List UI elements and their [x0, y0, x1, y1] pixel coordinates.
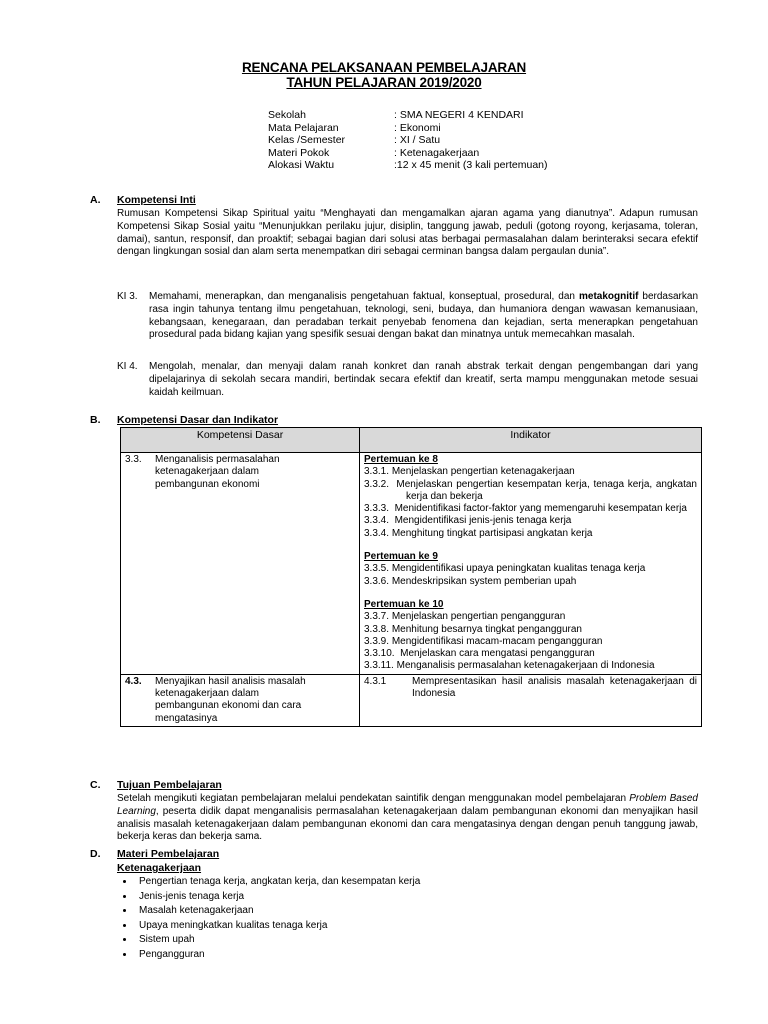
indicator-item: 3.3.11. Menganalisis permasalahan ketenagakerjaan di Indonesia: [364, 660, 655, 672]
indicator-item: 3.3.1. Menjelaskan pengertian ketenagakerjaan: [364, 466, 575, 478]
identity-row: Sekolah : SMA NEGERI 4 KENDARI: [268, 109, 524, 121]
identity-row: Mata Pelajaran : Ekonomi: [268, 121, 441, 134]
indicator-item: 3.3.6. Mendeskripsikan system pemberian upah: [364, 575, 577, 587]
meeting-title: Pertemuan ke 10: [364, 598, 444, 610]
ki3-label: KI 3.: [117, 291, 138, 302]
kd-cell: 4.3. Menyajikan hasil analisis masalah ketenagakerjaan dalam pembangunan ekonomi dan cara mengatasinya: [121, 674, 360, 726]
indicator-item: 3.3.7. Menjelaskan pengertian pengangguran: [364, 611, 566, 623]
column-header-indicator: Indikator: [360, 428, 702, 453]
ki3-paragraph: KI 3. Memahami, menerapkan, dan menganalisis pengetahuan faktual, konseptual, prosedural, dan metakognitif berdasarkan rasa ingin tahunya tentang ilmu pengetahuan, teknologi, seni, budaya, dan humaniora dengan wawasan kemanusiaan, kebangsaan, kenegaraan, dan peradaban terkait penyebab fenomena dan kejadian, serta menerapkan pengetahuan prosedural pada bidang kajian yang spesifik sesuai dengan bakat dan minatnya untuk memecahkan masalah.: [117, 291, 699, 341]
section-c-heading: C. Tujuan Pembelajaran: [90, 779, 222, 791]
list-item: • Pengertian tenaga kerja, angkatan kerja, dan kesempatan kerja: [135, 875, 420, 890]
indicator-item: 3.3.4. Menghitung tingkat partisipasi angkatan kerja: [364, 527, 593, 539]
document-subtitle: TAHUN PELAJARAN 2019/2020: [286, 75, 482, 90]
indicator-item: 3.3.4. Mengidentifikasi jenis-jenis tenaga kerja: [364, 515, 572, 527]
identity-row: Kelas /Semester : XI / Satu: [268, 134, 441, 147]
section-d-heading: D. Materi Pembelajaran: [90, 848, 220, 860]
ki4-paragraph: KI 4. Mengolah, menalar, dan menyaji dalam ranah konkret dan ranah abstrak terkait dengan pengembangan dari yang dipelajarinya di sekolah secara mandiri, bertindak secara efektif dan kreatif, serta mampu menggunakan metode sesuai kaidah keilmuan.: [117, 361, 698, 398]
section-a-heading: A. Kompetensi Inti: [90, 194, 196, 206]
indicator-item: 3.3.2. Menjelaskan pengertian kesempatan kerja, tenaga kerja, angkatan kerja dan bekerja: [364, 478, 697, 502]
table-row: [121, 453, 702, 675]
identity-block: [268, 109, 548, 172]
indicator-item: 3.3.3. Menidentifikasi factor-faktor yang memengaruhi kesempatan kerja: [364, 503, 687, 515]
objective-paragraph: Setelah mengikuti kegiatan pembelajaran melalui pendekatan saintifik dengan menggunakan model pembelajaran Problem Based Learning, peserta didik dapat menganalisis permasalahan ketenagakerjaan dalam pembangunan ekonomi dan menyajikan hasil analisis masalah ketenagakerjaan dalam pembangunan ekonomi dan cara mengatasinya dengan dengan penuh tanggung jawab, bekerja keras dan bekerja sama.: [117, 793, 698, 843]
table-header-row: [121, 428, 702, 453]
indicator-item: 3.3.5. Mengidentifikasi upaya peningkatan kualitas tenaga kerja: [364, 563, 646, 575]
list-item: • Pengangguran: [135, 948, 420, 963]
indicator-item: 3.3.8. Menhitung besarnya tingkat pengangguran: [364, 623, 582, 635]
list-item: • Sistem upah: [135, 933, 420, 948]
kd-cell: 3.3. Menganalisis permasalahan ketenagakerjaan dalam pembangunan ekonomi: [121, 453, 360, 675]
section-b-heading: B. Kompetensi Dasar dan Indikator: [90, 414, 279, 426]
ki4-label: KI 4.: [117, 361, 138, 372]
identity-row: Materi Pokok : Ketenagakerjaan: [268, 146, 480, 159]
material-subheading: Ketenagakerjaan: [117, 862, 202, 874]
list-item: • Masalah ketenagakerjaan: [135, 904, 420, 919]
indicator-cell: [360, 453, 702, 675]
meeting-title: Pertemuan ke 9: [364, 551, 438, 563]
kd-indicator-table: [120, 427, 702, 727]
meeting-title: Pertemuan ke 8: [364, 454, 438, 465]
table-row: [121, 674, 702, 726]
indicator-cell: 4.3.1 Mempresentasikan hasil analisis masalah ketenagakerjaan di Indonesia: [360, 674, 702, 726]
list-item: • Jenis-jenis tenaga kerja: [135, 890, 420, 905]
column-header-kd: Kompetensi Dasar: [121, 428, 360, 453]
identity-row: Alokasi Waktu :12 x 45 menit (3 kali pertemuan): [268, 159, 548, 172]
list-item: • Upaya meningkatkan kualitas tenaga kerja: [135, 919, 420, 934]
indicator-item: 3.3.9. Mengidentifikasi macam-macam pengangguran: [364, 635, 603, 647]
document-title: RENCANA PELAKSANAAN PEMBELAJARAN: [241, 60, 527, 75]
ki-intro-paragraph: Rumusan Kompetensi Sikap Spiritual yaitu “Menghayati dan mengamalkan ajaran agama yang dianutnya”. Adapun rumusan Kompetensi Sikap Sosial yaitu “Menunjukkan perilaku jujur, disiplin, tanggung jawab, peduli (gotong royong, kerjasama, toleran, damai), santun, responsif, dan proaktif; sebagai bagian dari solusi atas berbagai permasalahan dalam berinteraksi secara efektif dengan lingkungan sosial dan alam serta menempatkan diri sebagai cerminan bangsa dalam pergaulan dunia”.: [117, 208, 698, 258]
indicator-item: 3.3.10. Menjelaskan cara mengatasi pengangguran: [364, 648, 595, 660]
material-list: [118, 875, 420, 962]
